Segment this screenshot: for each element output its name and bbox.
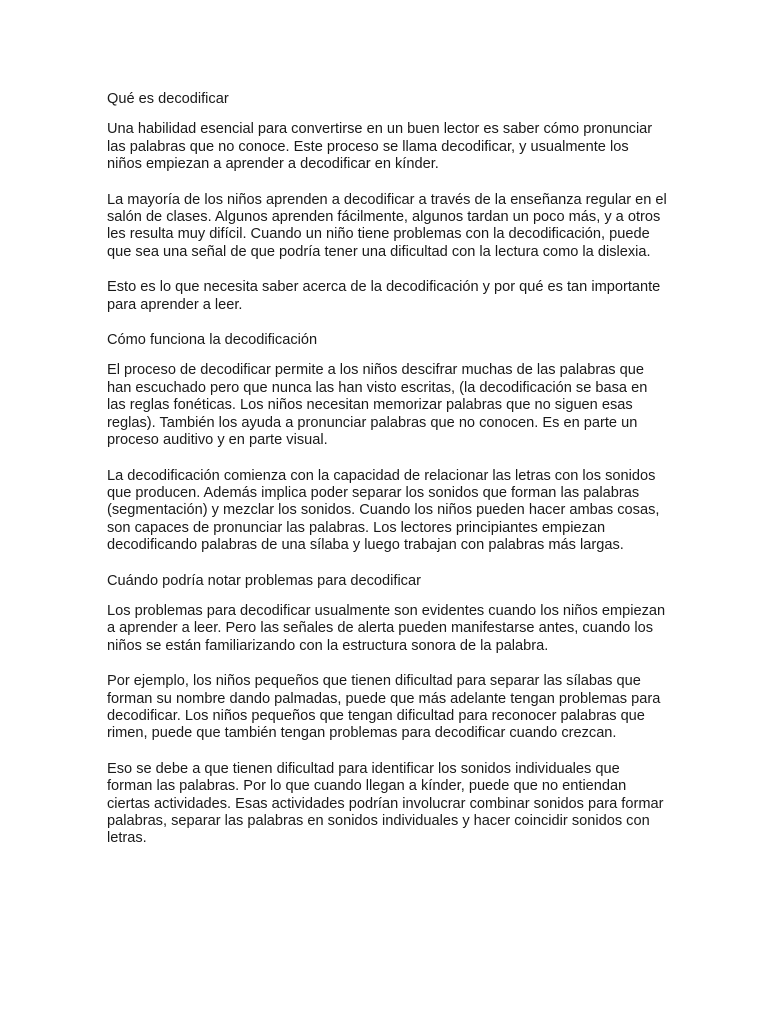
paragraph: La decodificación comienza con la capacidad de relacionar las letras con los sonidos que producen. Además implica poder separar los sonidos que forman las palabras (segmentación) y mezclar los sonidos. Cuando los niños pueden hacer ambas cosas, son capaces de pronunciar las palabras. Los lectores principiantes empiezan decodificando palabras de una sílaba y luego trabajan con palabras más largas.: [107, 467, 660, 554]
paragraph: Eso se debe a que tienen dificultad para identificar los sonidos individuales que forman las palabras. Por lo que cuando llegan a kínder, puede que no entiendan ciertas actividades. Esas actividades podrían involucrar combinar sonidos para formar palabras, separar las palabras en sonidos individuales y hacer coincidir sonidos con letras.: [107, 760, 664, 847]
paragraph: Los problemas para decodificar usualmente son evidentes cuando los niños empiezan a aprender a leer. Pero las señales de alerta pueden manifestarse antes, cuando los niños se están familiarizando con la estructura sonora de la palabra.: [107, 602, 666, 654]
paragraph: El proceso de decodificar permite a los niños descifrar muchas de las palabras que han escuchado pero que nunca las han visto escritas, (la decodificación se basa en las reglas fonéticas. Los niños necesitan memorizar palabras que no siguen esas reglas). También los ayuda a pronunciar palabras que no conocen. Es en parte un proceso auditivo y en parte visual.: [107, 362, 648, 449]
section-heading-como-funciona: Cómo funciona la decodificación: [107, 332, 318, 349]
paragraph: Una habilidad esencial para convertirse en un buen lector es saber cómo pronunciar las palabras que no conoce. Este proceso se llama decodificar, y usualmente los niños empiezan a aprender a decodificar en kínder.: [107, 121, 653, 173]
section-heading-cuando-podria-notar: Cuándo podría notar problemas para decodificar: [107, 572, 421, 589]
paragraph: La mayoría de los niños aprenden a decodificar a través de la enseñanza regular en el salón de clases. Algunos aprenden fácilmente, algunos tardan un poco más, y a otros les resulta muy difícil. Cuando un niño tiene problemas con la decodificación, puede que sea una señal de que podría tener una dificultad con la lectura como la dislexia.: [107, 191, 667, 260]
paragraph: Esto es lo que necesita saber acerca de la decodificación y por qué es tan importante para aprender a leer.: [107, 279, 661, 313]
paragraph: Por ejemplo, los niños pequeños que tienen dificultad para separar las sílabas que forman su nombre dando palmadas, puede que más adelante tengan problemas para decodificar. Los niños pequeños que tengan dificultad para reconocer palabras que rimen, puede que también tengan problemas para decodificar cuando crezcan.: [107, 673, 661, 742]
section-heading-que-es-decodificar: Qué es decodificar: [107, 91, 229, 107]
document-page: [107, 91, 667, 866]
